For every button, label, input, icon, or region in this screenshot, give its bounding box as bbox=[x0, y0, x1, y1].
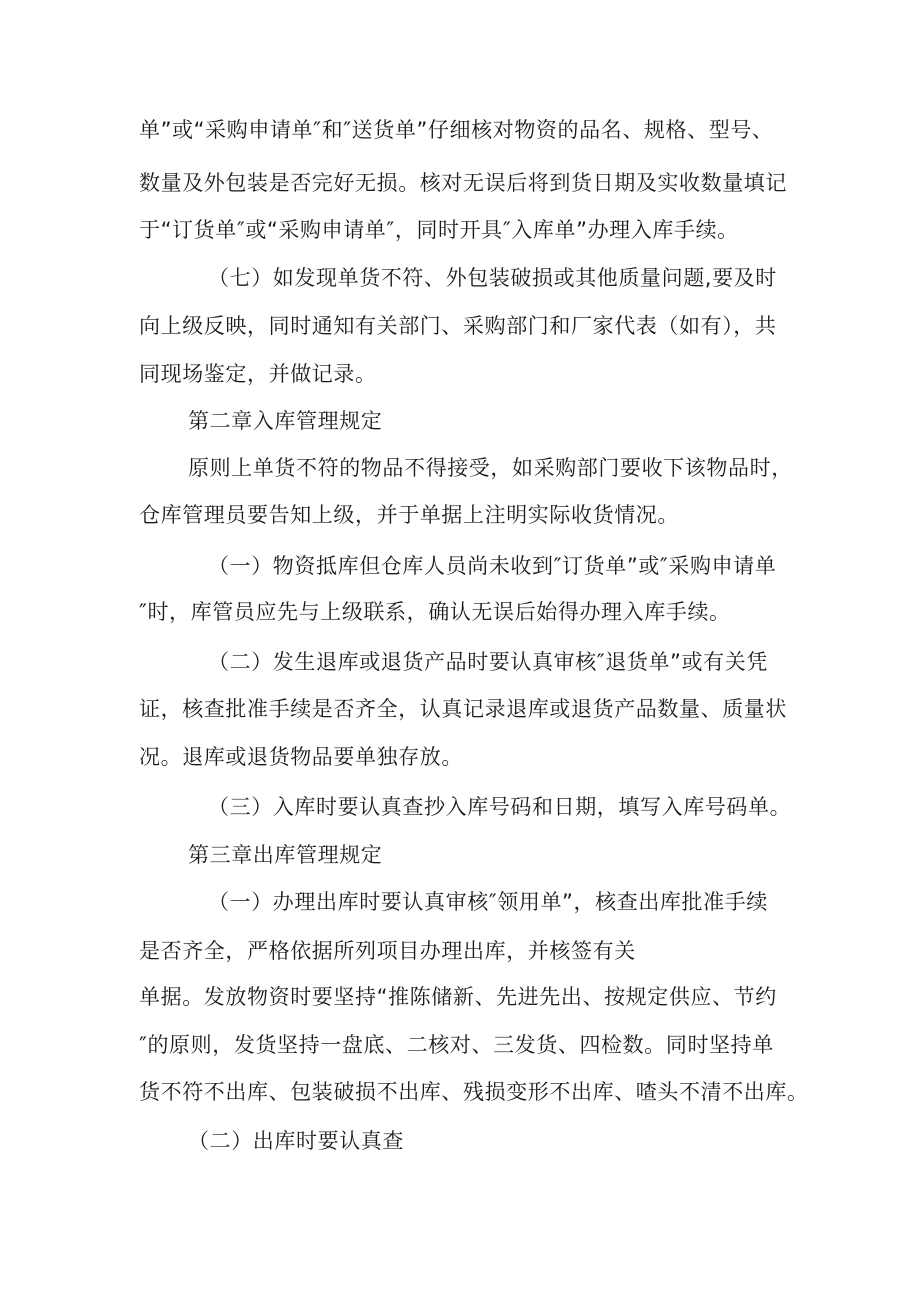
text-line: （二）出库时要认真查 bbox=[188, 1129, 404, 1153]
text-line: ″时，库管员应先与上级联系，确认无误后始得办理入库手续。 bbox=[139, 600, 731, 624]
text-line: 同现场鉴定，并做记录。 bbox=[139, 362, 377, 386]
text-line: 证，核查批准手续是否齐全，认真记录退库或退货产品数量、质量状 bbox=[139, 697, 787, 721]
text-line: 数量及外包装是否完好无损。核对无误后将到货日期及实收数量填记 bbox=[139, 171, 787, 195]
text-line: 仓库管理员要告知上级，并于单据上注明实际收货情况。 bbox=[139, 503, 679, 527]
text-line: （一）办理出库时要认真审核″领用单”，核查出库批准手续 bbox=[208, 890, 768, 914]
chapter-heading: 第三章出库管理规定 bbox=[188, 843, 383, 867]
text-line: 况。退库或退货物品要单独存放。 bbox=[139, 745, 463, 769]
text-line: （一）物资抵库但仓库人员尚未收到″订货单”或″采购申请单 bbox=[208, 554, 777, 578]
text-line: （二）发生退库或退货产品时要认真审核″退货单”或有关凭 bbox=[208, 650, 768, 674]
text-line: ″的原则，发货坚持一盘底、二核对、三发货、四检数。同时坚持单 bbox=[139, 1033, 774, 1057]
text-line: 单”或“采购申请单″和″送货单”仔细核对物资的品名、规格、型号、 bbox=[139, 118, 774, 142]
text-line: 向上级反映，同时通知有关部门、采购部门和厂家代表（如有），共 bbox=[139, 314, 777, 338]
text-line: 原则上单货不符的物品不得接受，如采购部门要收下该物品时， bbox=[188, 456, 793, 480]
chapter-heading: 第二章入库管理规定 bbox=[188, 409, 383, 433]
text-line: （七）如发现单货不符、外包装破损或其他质量问题,要及时 bbox=[208, 266, 777, 290]
text-line: 于“订货单″或“采购申请单″，同时开具″入库单”办理入库手续。 bbox=[139, 218, 739, 242]
text-line: 单据。发放物资时要坚持“推陈储新、先进先出、按规定供应、节约 bbox=[139, 985, 777, 1009]
text-line: 是否齐全，严格依据所列项目办理出库，并核签有关 bbox=[139, 939, 636, 963]
text-line: 货不符不出库、包装破损不出库、残损变形不出库、喳头不清不出库。 bbox=[139, 1080, 809, 1104]
text-line: （三）入库时要认真查抄入库号码和日期，填写入库号码单。 bbox=[208, 795, 792, 819]
